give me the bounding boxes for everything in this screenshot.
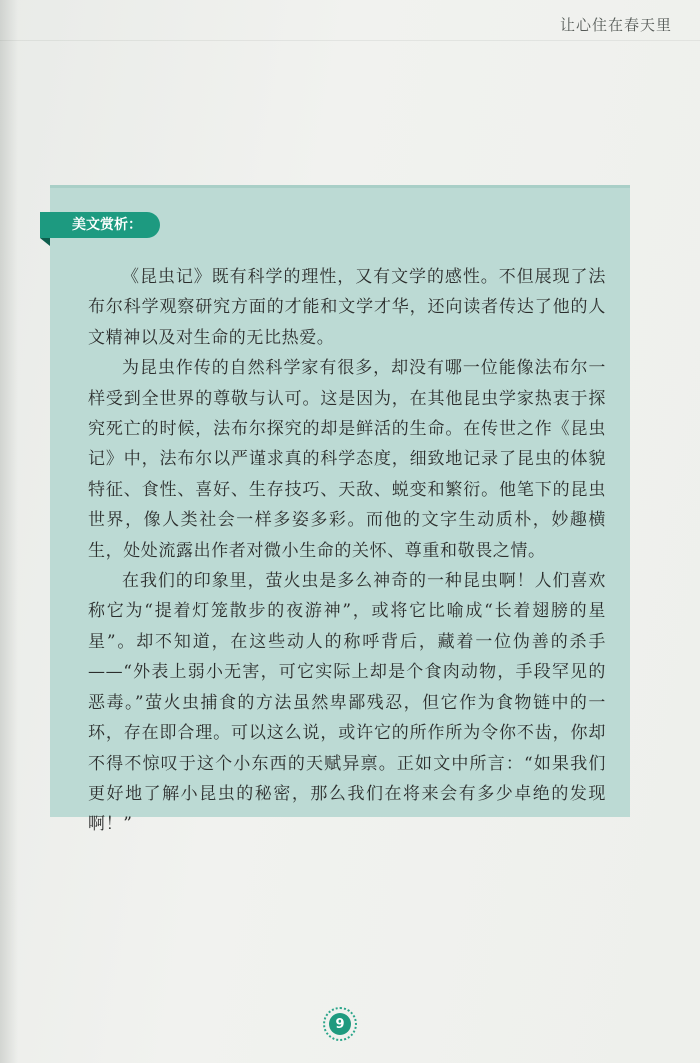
header-rule [0, 40, 700, 41]
appreciation-text [88, 262, 606, 840]
page-number: 9 [329, 1013, 351, 1035]
label-tab-fold [40, 238, 50, 246]
page-number-badge [323, 1007, 357, 1041]
paragraph-3: 在我们的印象里，萤火虫是多么神奇的一种昆虫啊！人们喜欢称它为“提着灯笼散步的夜游神”，或将它比喻成“长着翅膀的星星”。却不知道，在这些动人的称呼背后，藏着一位伪善的杀手——“外表上弱小无害，可它实际上却是个食肉动物，手段罕见的恶毒。”萤火虫捕食的方法虽然卑鄙残忍，但它作为食物链中的一环，存在即合理。可以这么说，或许它的所作所为令你不齿，你却不得不惊叹于这个小东西的天赋异禀。正如文中所言：“如果我们更好地了解小昆虫的秘密，那么我们在将来会有多少卓绝的发现啊！” [88, 571, 606, 835]
page-gutter-shadow [0, 0, 18, 1063]
box-top-edge [50, 185, 630, 188]
paragraph-2: 为昆虫作传的自然科学家有很多，却没有哪一位能像法布尔一样受到全世界的尊敬与认可。这是因为，在其他昆虫学家热衷于探究死亡的时候，法布尔探究的却是鲜活的生命。在传世之作《昆虫记》中，法布尔以严谨求真的科学态度，细致地记录了昆虫的体貌特征、食性、喜好、生存技巧、天敌、蜕变和繁衍。他笔下的昆虫世界，像人类社会一样多姿多彩。而他的文字生动质朴，妙趣横生，处处流露出作者对微小生命的关怀、尊重和敬畏之情。 [88, 358, 606, 561]
appreciation-label: 美文赏析： [40, 212, 160, 238]
paragraph-1: 《昆虫记》既有科学的理性，又有文学的感性。不但展现了法布尔科学观察研究方面的才能和文学才华，还向读者传达了他的人文精神以及对生命的无比热爱。 [88, 267, 606, 348]
running-head: 让心住在春天里 [559, 16, 672, 34]
